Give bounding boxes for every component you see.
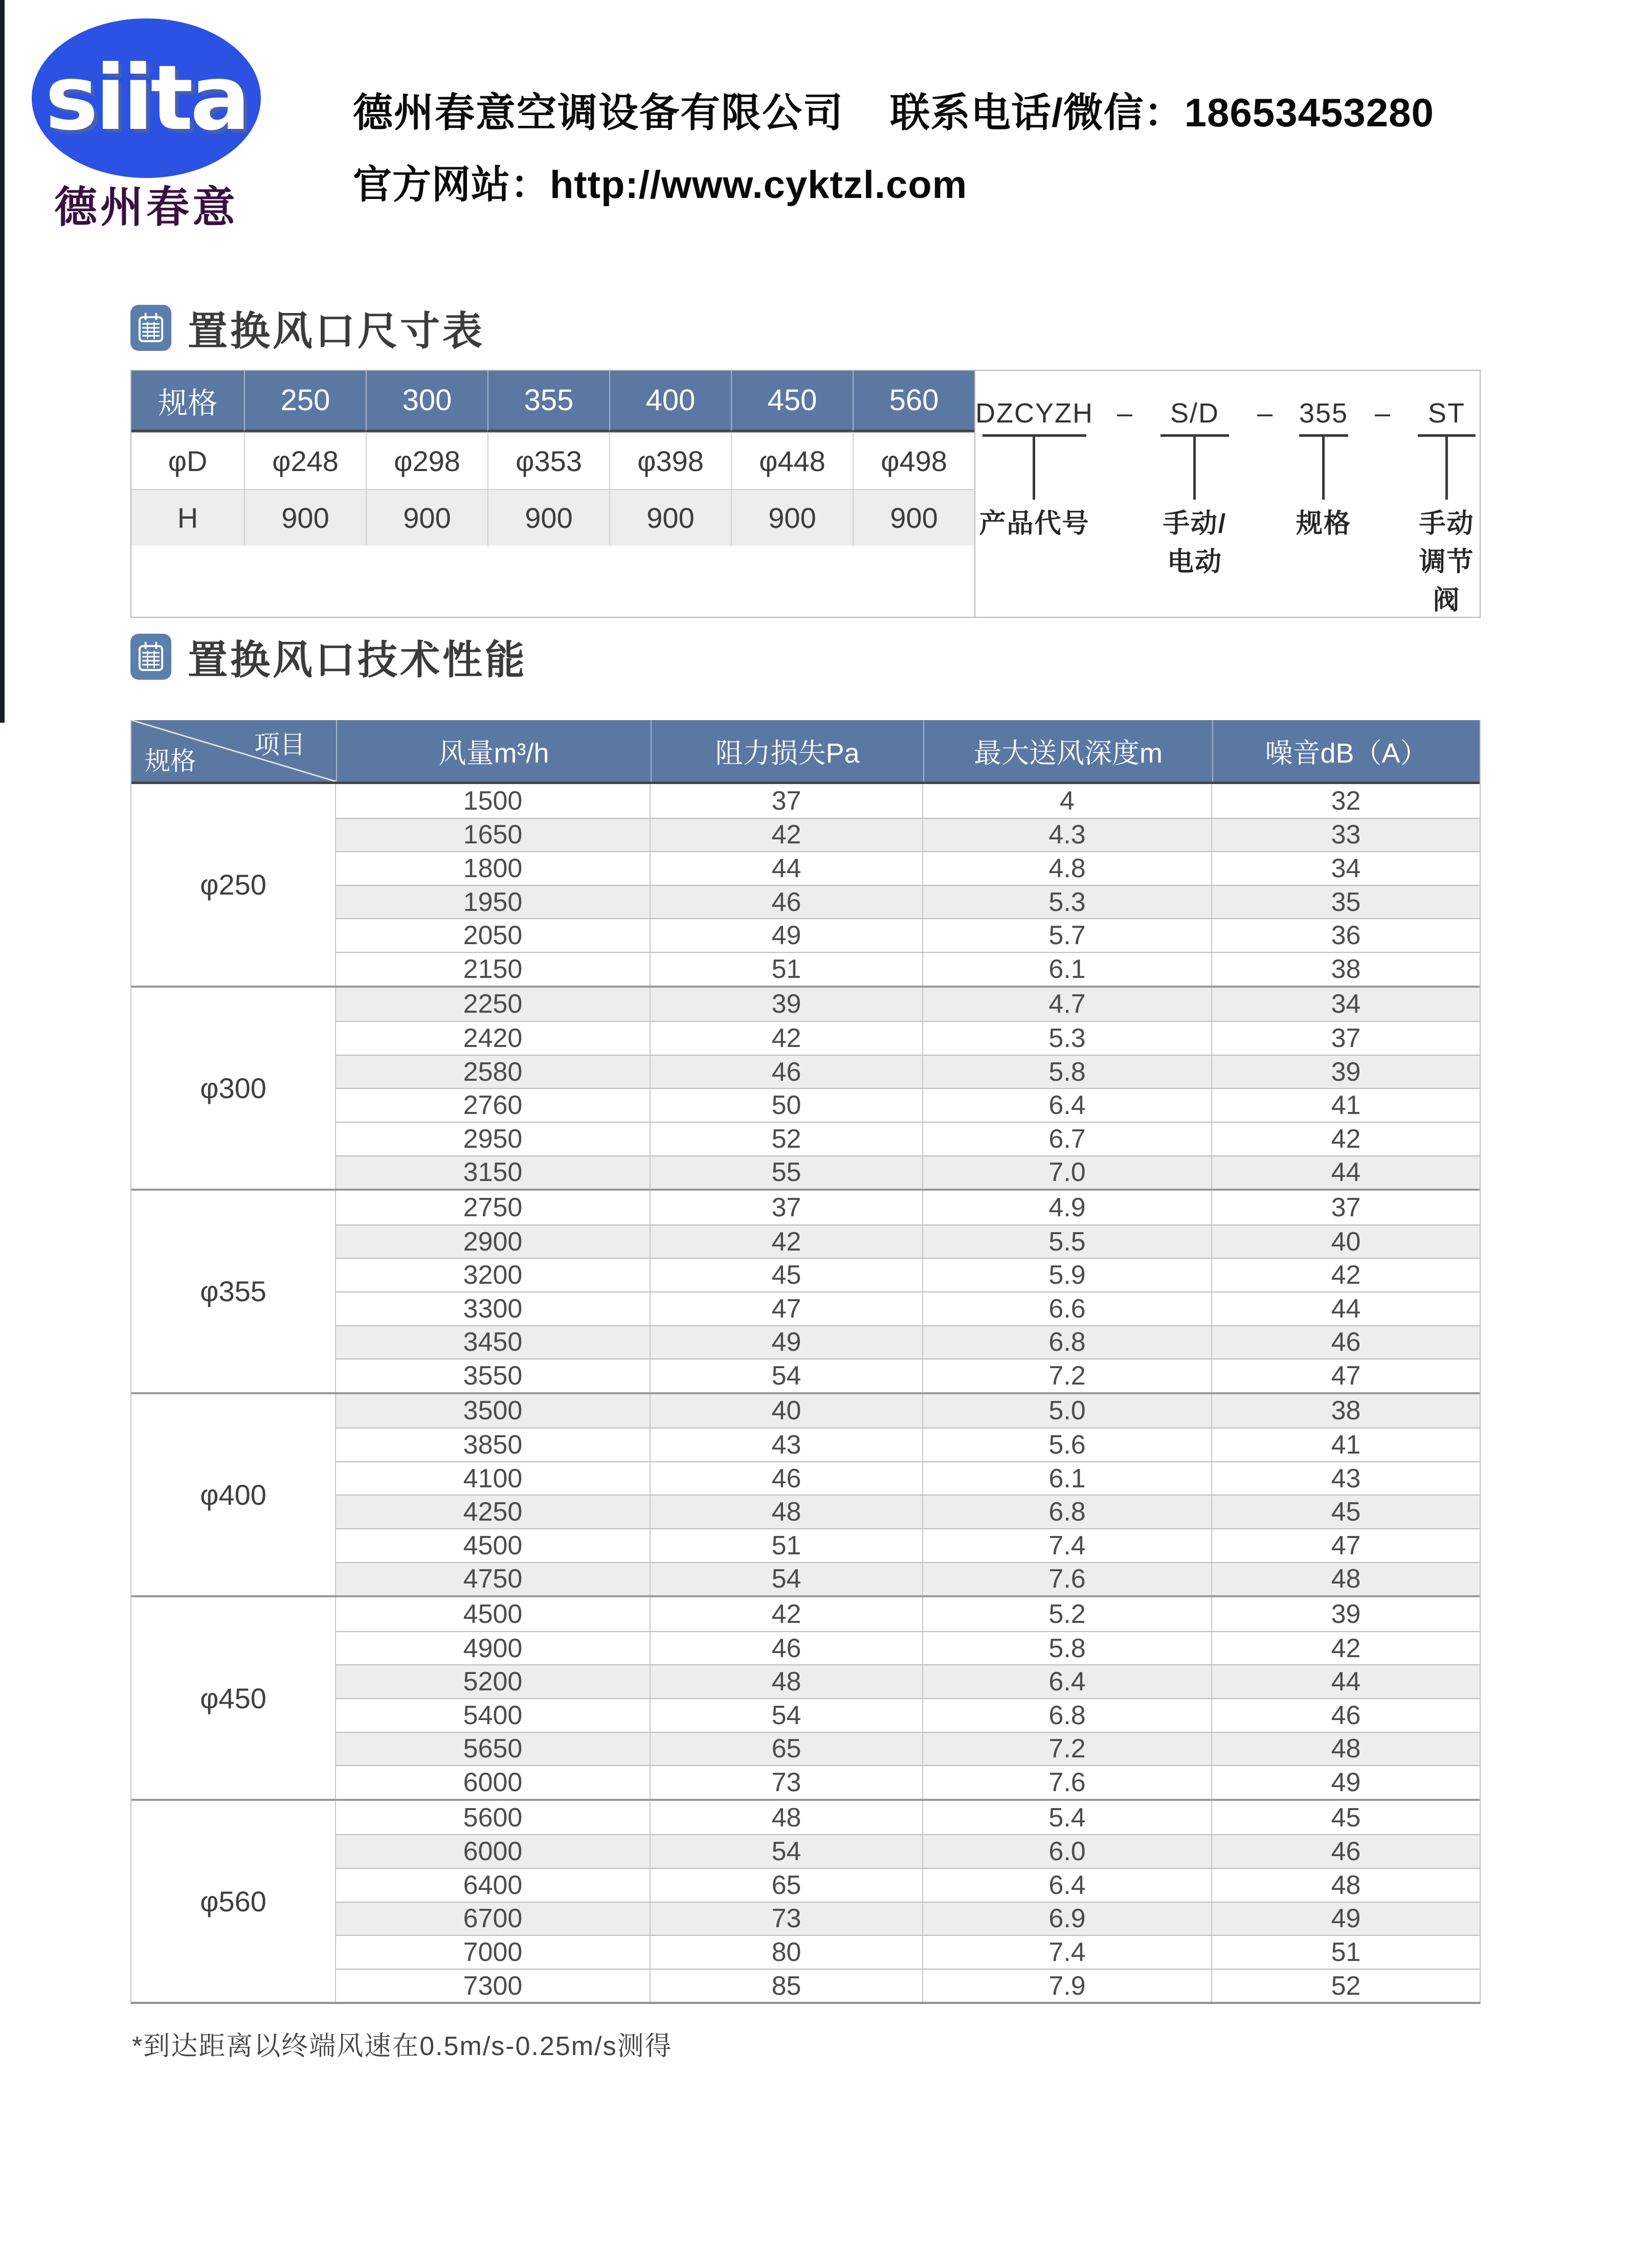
table-cell: 5400 — [336, 1699, 651, 1732]
table-cell: 6.8 — [923, 1699, 1212, 1732]
table-cell: 37 — [1331, 1192, 1361, 1222]
table-cell: 49 — [1331, 1768, 1361, 1798]
model-code-connector — [975, 434, 1093, 500]
size-table-header-cell: 560 — [853, 371, 974, 432]
table-cell: 48 — [1331, 1734, 1361, 1764]
table-cell: 41 — [1331, 1090, 1361, 1121]
table-cell: 7300 — [336, 1970, 651, 2002]
size-table-cell: φ248 — [244, 432, 366, 489]
table-cell: 5.2 — [923, 1597, 1212, 1631]
table-cell: 6000 — [336, 1835, 651, 1868]
table-cell: 2760 — [336, 1089, 651, 1122]
table-cell: 47 — [651, 1292, 923, 1325]
table-cell: 65 — [651, 1733, 923, 1766]
size-table-cell: 900 — [487, 489, 609, 546]
table-cell: 1650 — [336, 819, 651, 852]
corner-label-item: 项目 — [254, 730, 305, 759]
table-cell: 52 — [1331, 1971, 1361, 2001]
table-cell: 37 — [651, 784, 923, 818]
table-cell: 35 — [1331, 887, 1361, 917]
table-cell: 45 — [1331, 1802, 1361, 1833]
table-cell: 48 — [651, 1496, 923, 1528]
model-code-connector — [1414, 434, 1480, 500]
table-row — [336, 1664, 1480, 1698]
table-cell: 42 — [1331, 1633, 1361, 1663]
table-cell: 47 — [1331, 1530, 1361, 1560]
table-row — [336, 1021, 1480, 1055]
table-cell: 5.8 — [923, 1632, 1212, 1665]
table-cell: 42 — [651, 1597, 923, 1631]
table-cell: 54 — [651, 1699, 923, 1732]
table-calendar-icon — [130, 634, 171, 680]
model-code-separator: – — [1375, 398, 1391, 429]
table-cell: 6.8 — [923, 1326, 1212, 1359]
table-cell: 2580 — [336, 1056, 651, 1088]
table-cell: 3500 — [336, 1394, 651, 1428]
table-row — [336, 885, 1480, 919]
size-table-cell: φ353 — [487, 432, 609, 489]
size-table — [131, 371, 974, 617]
table-cell: 38 — [1331, 1396, 1361, 1426]
table-cell: 46 — [1331, 1327, 1361, 1357]
table-cell: 47 — [1331, 1360, 1361, 1391]
size-table-header-cell: 250 — [244, 371, 366, 432]
perf-table-body — [131, 784, 1480, 2002]
table-row — [336, 1631, 1480, 1665]
table-cell: 65 — [651, 1869, 923, 1902]
model-code-label: 规格 — [1296, 509, 1352, 539]
table-row — [336, 1291, 1480, 1325]
table-cell: 6400 — [336, 1869, 651, 1902]
table-cell: 54 — [651, 1835, 923, 1868]
perf-header-corner — [131, 720, 336, 782]
table-cell: 7000 — [336, 1936, 651, 1969]
table-row — [336, 784, 1480, 818]
table-cell: 44 — [1331, 1667, 1361, 1697]
company-name: 德州春意空调设备有限公司 — [353, 90, 844, 135]
table-calendar-icon-glyph — [138, 641, 164, 672]
table-cell: 5650 — [336, 1733, 651, 1766]
table-cell: 6000 — [336, 1766, 651, 1799]
table-cell: 6.4 — [923, 1089, 1212, 1122]
table-cell: 50 — [651, 1089, 923, 1122]
table-cell: 42 — [651, 1225, 923, 1258]
table-row — [336, 1562, 1480, 1596]
size-table-header-cell: 450 — [731, 371, 853, 432]
table-cell: 48 — [651, 1665, 923, 1698]
size-table-cell: 900 — [244, 489, 366, 546]
footnote: *到达距离以终端风速在0.5m/s-0.25m/s测得 — [132, 2032, 673, 2061]
table-cell: 52 — [651, 1123, 923, 1155]
model-code-box — [974, 371, 1480, 617]
table-cell: 51 — [651, 1529, 923, 1562]
table-cell: 3450 — [336, 1326, 651, 1359]
table-row — [336, 1528, 1480, 1562]
table-cell: 85 — [651, 1970, 923, 2002]
perf-group-spec: φ355 — [131, 1191, 336, 1392]
perf-group — [131, 784, 1480, 986]
table-cell: 55 — [651, 1156, 923, 1189]
table-cell: 1950 — [336, 886, 651, 919]
table-cell: 46 — [1331, 1700, 1361, 1730]
table-row — [336, 952, 1480, 986]
perf-group-rows — [336, 1597, 1480, 1799]
perf-table — [130, 720, 1481, 2004]
table-cell: 4500 — [336, 1529, 651, 1562]
model-code-separator: – — [1117, 398, 1133, 429]
table-cell: 73 — [651, 1766, 923, 1799]
model-code-diagram — [975, 371, 1480, 617]
table-cell: 73 — [651, 1903, 923, 1935]
table-cell: 48 — [1331, 1870, 1361, 1900]
perf-group-spec: φ250 — [131, 784, 336, 986]
model-code-connector — [1156, 434, 1234, 500]
table-cell: 3550 — [336, 1359, 651, 1392]
model-code-connector — [1296, 434, 1351, 500]
table-cell: 48 — [1331, 1564, 1361, 1594]
table-cell: 54 — [651, 1359, 923, 1392]
table-row — [336, 1698, 1480, 1732]
perf-group — [131, 1595, 1480, 1799]
size-table-header-cell: 400 — [609, 371, 731, 432]
table-cell: 43 — [651, 1429, 923, 1461]
table-cell: 46 — [651, 1462, 923, 1495]
table-cell: 4100 — [336, 1462, 651, 1495]
table-cell: 6.0 — [923, 1835, 1212, 1868]
table-cell: 4900 — [336, 1632, 651, 1665]
table-row — [336, 1801, 1480, 1835]
model-code-separator: – — [1257, 398, 1273, 429]
table-cell: 37 — [651, 1191, 923, 1224]
table-row — [336, 1597, 1480, 1631]
size-table-cell: φ498 — [853, 432, 974, 489]
table-cell: 4250 — [336, 1496, 651, 1528]
model-code-segment: 355 — [1299, 398, 1349, 429]
size-table-area — [130, 370, 1481, 618]
website-url: 官方网站：http://www.cyktzl.com — [353, 163, 968, 207]
table-cell: 7.0 — [923, 1156, 1212, 1189]
table-row — [336, 1394, 1480, 1428]
table-cell: 5.0 — [923, 1394, 1212, 1428]
size-table-row-label: H — [131, 489, 244, 546]
table-cell: 4 — [923, 784, 1212, 818]
model-code-label: 产品代号 — [979, 509, 1090, 539]
model-code-segment: S/D — [1170, 398, 1220, 429]
perf-column-header: 风量m³/h — [336, 720, 651, 782]
table-cell: 4.3 — [923, 819, 1212, 852]
table-cell: 5.8 — [923, 1056, 1212, 1088]
perf-group-spec: φ450 — [131, 1597, 336, 1799]
table-cell: 7.6 — [923, 1563, 1212, 1596]
table-cell: 39 — [651, 988, 923, 1021]
table-cell: 6.4 — [923, 1869, 1212, 1902]
table-cell: 5.9 — [923, 1259, 1212, 1291]
table-cell: 5.5 — [923, 1225, 1212, 1258]
size-table-header-cell: 规格 — [131, 371, 244, 432]
table-cell: 51 — [651, 953, 923, 986]
section-title-text: 置换风口技术性能 — [188, 637, 528, 682]
table-cell: 42 — [651, 1022, 923, 1055]
model-code-segment: DZCYZH — [975, 398, 1093, 429]
table-cell: 7.6 — [923, 1766, 1212, 1799]
perf-column-header: 噪音dB（A） — [1212, 720, 1480, 782]
table-cell: 7.9 — [923, 1970, 1212, 2002]
perf-group-rows — [336, 1191, 1480, 1392]
perf-group-rows — [336, 1801, 1480, 2002]
section-title-text: 置换风口尺寸表 — [188, 308, 485, 353]
table-cell: 6.8 — [923, 1496, 1212, 1528]
table-cell: 34 — [1331, 853, 1361, 883]
perf-column-header: 阻力损失Pa — [651, 720, 923, 782]
table-cell: 5.4 — [923, 1801, 1212, 1835]
table-row — [336, 1834, 1480, 1868]
table-row — [336, 1258, 1480, 1291]
table-cell: 38 — [1331, 954, 1361, 984]
table-cell: 49 — [651, 919, 923, 952]
table-cell: 6.1 — [923, 953, 1212, 986]
table-cell: 51 — [1331, 1937, 1361, 1967]
table-row — [336, 988, 1480, 1021]
size-table-header-cell: 355 — [487, 371, 609, 432]
perf-group-rows — [336, 784, 1480, 986]
table-cell: 2750 — [336, 1191, 651, 1224]
table-cell: 45 — [1331, 1497, 1361, 1527]
perf-table-section-title — [130, 628, 527, 685]
size-table-cell: 900 — [609, 489, 731, 546]
perf-group — [131, 1799, 1480, 2002]
table-cell: 40 — [651, 1394, 923, 1428]
table-cell: 36 — [1331, 921, 1361, 951]
table-cell: 5.7 — [923, 919, 1212, 952]
table-row — [336, 1461, 1480, 1495]
table-row — [336, 1969, 1480, 2002]
table-calendar-icon — [130, 305, 171, 351]
table-cell: 1800 — [336, 852, 651, 885]
table-row — [336, 1935, 1480, 1969]
table-cell: 54 — [651, 1563, 923, 1596]
page-edge-bar — [0, 0, 5, 723]
table-cell: 7.2 — [923, 1359, 1212, 1392]
table-cell: 41 — [1331, 1430, 1361, 1460]
table-cell: 5.3 — [923, 1022, 1212, 1055]
perf-group-spec: φ300 — [131, 988, 336, 1189]
table-cell: 45 — [651, 1259, 923, 1291]
table-row — [336, 1055, 1480, 1088]
table-cell: 5600 — [336, 1801, 651, 1835]
size-table-cell: 900 — [731, 489, 853, 546]
model-code-segment: ST — [1428, 398, 1466, 429]
table-cell: 2900 — [336, 1225, 651, 1258]
table-cell: 4500 — [336, 1597, 651, 1631]
size-table-header-cell: 300 — [366, 371, 487, 432]
table-cell: 32 — [1331, 786, 1361, 816]
table-cell: 49 — [1331, 1904, 1361, 1934]
table-cell: 6.9 — [923, 1903, 1212, 1935]
table-cell: 46 — [651, 886, 923, 919]
table-cell: 6.6 — [923, 1292, 1212, 1325]
table-row — [336, 1155, 1480, 1189]
logo-subtext: 德州春意 — [54, 183, 238, 231]
table-cell: 4.9 — [923, 1191, 1212, 1224]
table-cell: 2150 — [336, 953, 651, 986]
table-cell: 43 — [1331, 1463, 1361, 1493]
table-cell: 7.4 — [923, 1529, 1212, 1562]
table-row — [336, 1191, 1480, 1224]
model-code-label: 手动/电动 — [1163, 509, 1227, 577]
table-row — [336, 1494, 1480, 1528]
perf-group — [131, 986, 1480, 1189]
size-table-cell: φ448 — [731, 432, 853, 489]
table-cell: 44 — [1331, 1157, 1361, 1188]
table-cell: 6.4 — [923, 1665, 1212, 1698]
table-cell: 3150 — [336, 1156, 651, 1189]
table-cell: 5200 — [336, 1665, 651, 1698]
table-row — [336, 1902, 1480, 1935]
table-cell: 6.1 — [923, 1462, 1212, 1495]
table-cell: 3200 — [336, 1259, 651, 1291]
table-row — [336, 1765, 1480, 1799]
table-cell: 49 — [651, 1326, 923, 1359]
perf-group-spec: φ400 — [131, 1394, 336, 1596]
size-table-cell: φ298 — [366, 432, 487, 489]
perf-group — [131, 1189, 1480, 1392]
table-cell: 4.8 — [923, 852, 1212, 885]
table-cell: 34 — [1331, 989, 1361, 1019]
corner-label-spec: 规格 — [145, 747, 196, 775]
table-cell: 80 — [651, 1936, 923, 1969]
table-row — [336, 851, 1480, 885]
perf-group-rows — [336, 1394, 1480, 1596]
table-cell: 42 — [651, 819, 923, 852]
table-row — [336, 1868, 1480, 1902]
table-cell: 37 — [1331, 1023, 1361, 1053]
table-cell: 39 — [1331, 1599, 1361, 1630]
table-cell: 3850 — [336, 1429, 651, 1461]
size-table-cell: 900 — [366, 489, 487, 546]
table-row — [336, 1122, 1480, 1155]
table-row — [336, 1358, 1480, 1392]
table-cell: 4750 — [336, 1563, 651, 1596]
table-row — [336, 918, 1480, 952]
perf-group — [131, 1392, 1480, 1596]
table-cell: 48 — [651, 1801, 923, 1835]
table-cell: 7.2 — [923, 1733, 1212, 1766]
perf-table-header — [131, 720, 1480, 784]
size-table-cell: 900 — [853, 489, 974, 546]
table-calendar-icon-glyph — [138, 313, 164, 343]
perf-group-rows — [336, 988, 1480, 1189]
table-cell: 44 — [651, 852, 923, 885]
company-logo — [32, 18, 261, 178]
table-cell: 46 — [651, 1632, 923, 1665]
table-row — [336, 1732, 1480, 1766]
table-cell: 6.7 — [923, 1123, 1212, 1155]
size-table-cell: φ398 — [609, 432, 731, 489]
table-cell: 3300 — [336, 1292, 651, 1325]
table-cell: 4.7 — [923, 988, 1212, 1021]
table-cell: 42 — [1331, 1124, 1361, 1154]
table-cell: 5.3 — [923, 886, 1212, 919]
table-cell: 7.4 — [923, 1936, 1212, 1969]
perf-column-header: 最大送风深度m — [923, 720, 1212, 782]
table-row — [336, 1088, 1480, 1122]
table-cell: 46 — [651, 1056, 923, 1088]
table-row — [336, 1224, 1480, 1258]
table-cell: 42 — [1331, 1260, 1361, 1290]
table-cell: 1500 — [336, 784, 651, 818]
table-cell: 44 — [1331, 1293, 1361, 1324]
size-table-section-title — [130, 299, 485, 356]
size-table-row-label: φD — [131, 432, 244, 489]
table-cell: 2950 — [336, 1123, 651, 1155]
table-row — [336, 1427, 1480, 1461]
table-row — [336, 1325, 1480, 1359]
model-code-label: 手动调节阀 — [1419, 509, 1475, 615]
logo-text: siita — [45, 46, 248, 150]
contact-phone: 联系电话/微信：18653453280 — [890, 90, 1434, 135]
table-cell: 2250 — [336, 988, 651, 1021]
table-row — [336, 818, 1480, 852]
perf-group-spec: φ560 — [131, 1801, 336, 2002]
table-cell: 40 — [1331, 1226, 1361, 1257]
table-cell: 39 — [1331, 1057, 1361, 1087]
table-cell: 2420 — [336, 1022, 651, 1055]
table-cell: 46 — [1331, 1837, 1361, 1867]
table-cell: 33 — [1331, 820, 1361, 850]
table-cell: 6700 — [336, 1903, 651, 1935]
table-cell: 5.6 — [923, 1429, 1212, 1461]
table-cell: 2050 — [336, 919, 651, 952]
